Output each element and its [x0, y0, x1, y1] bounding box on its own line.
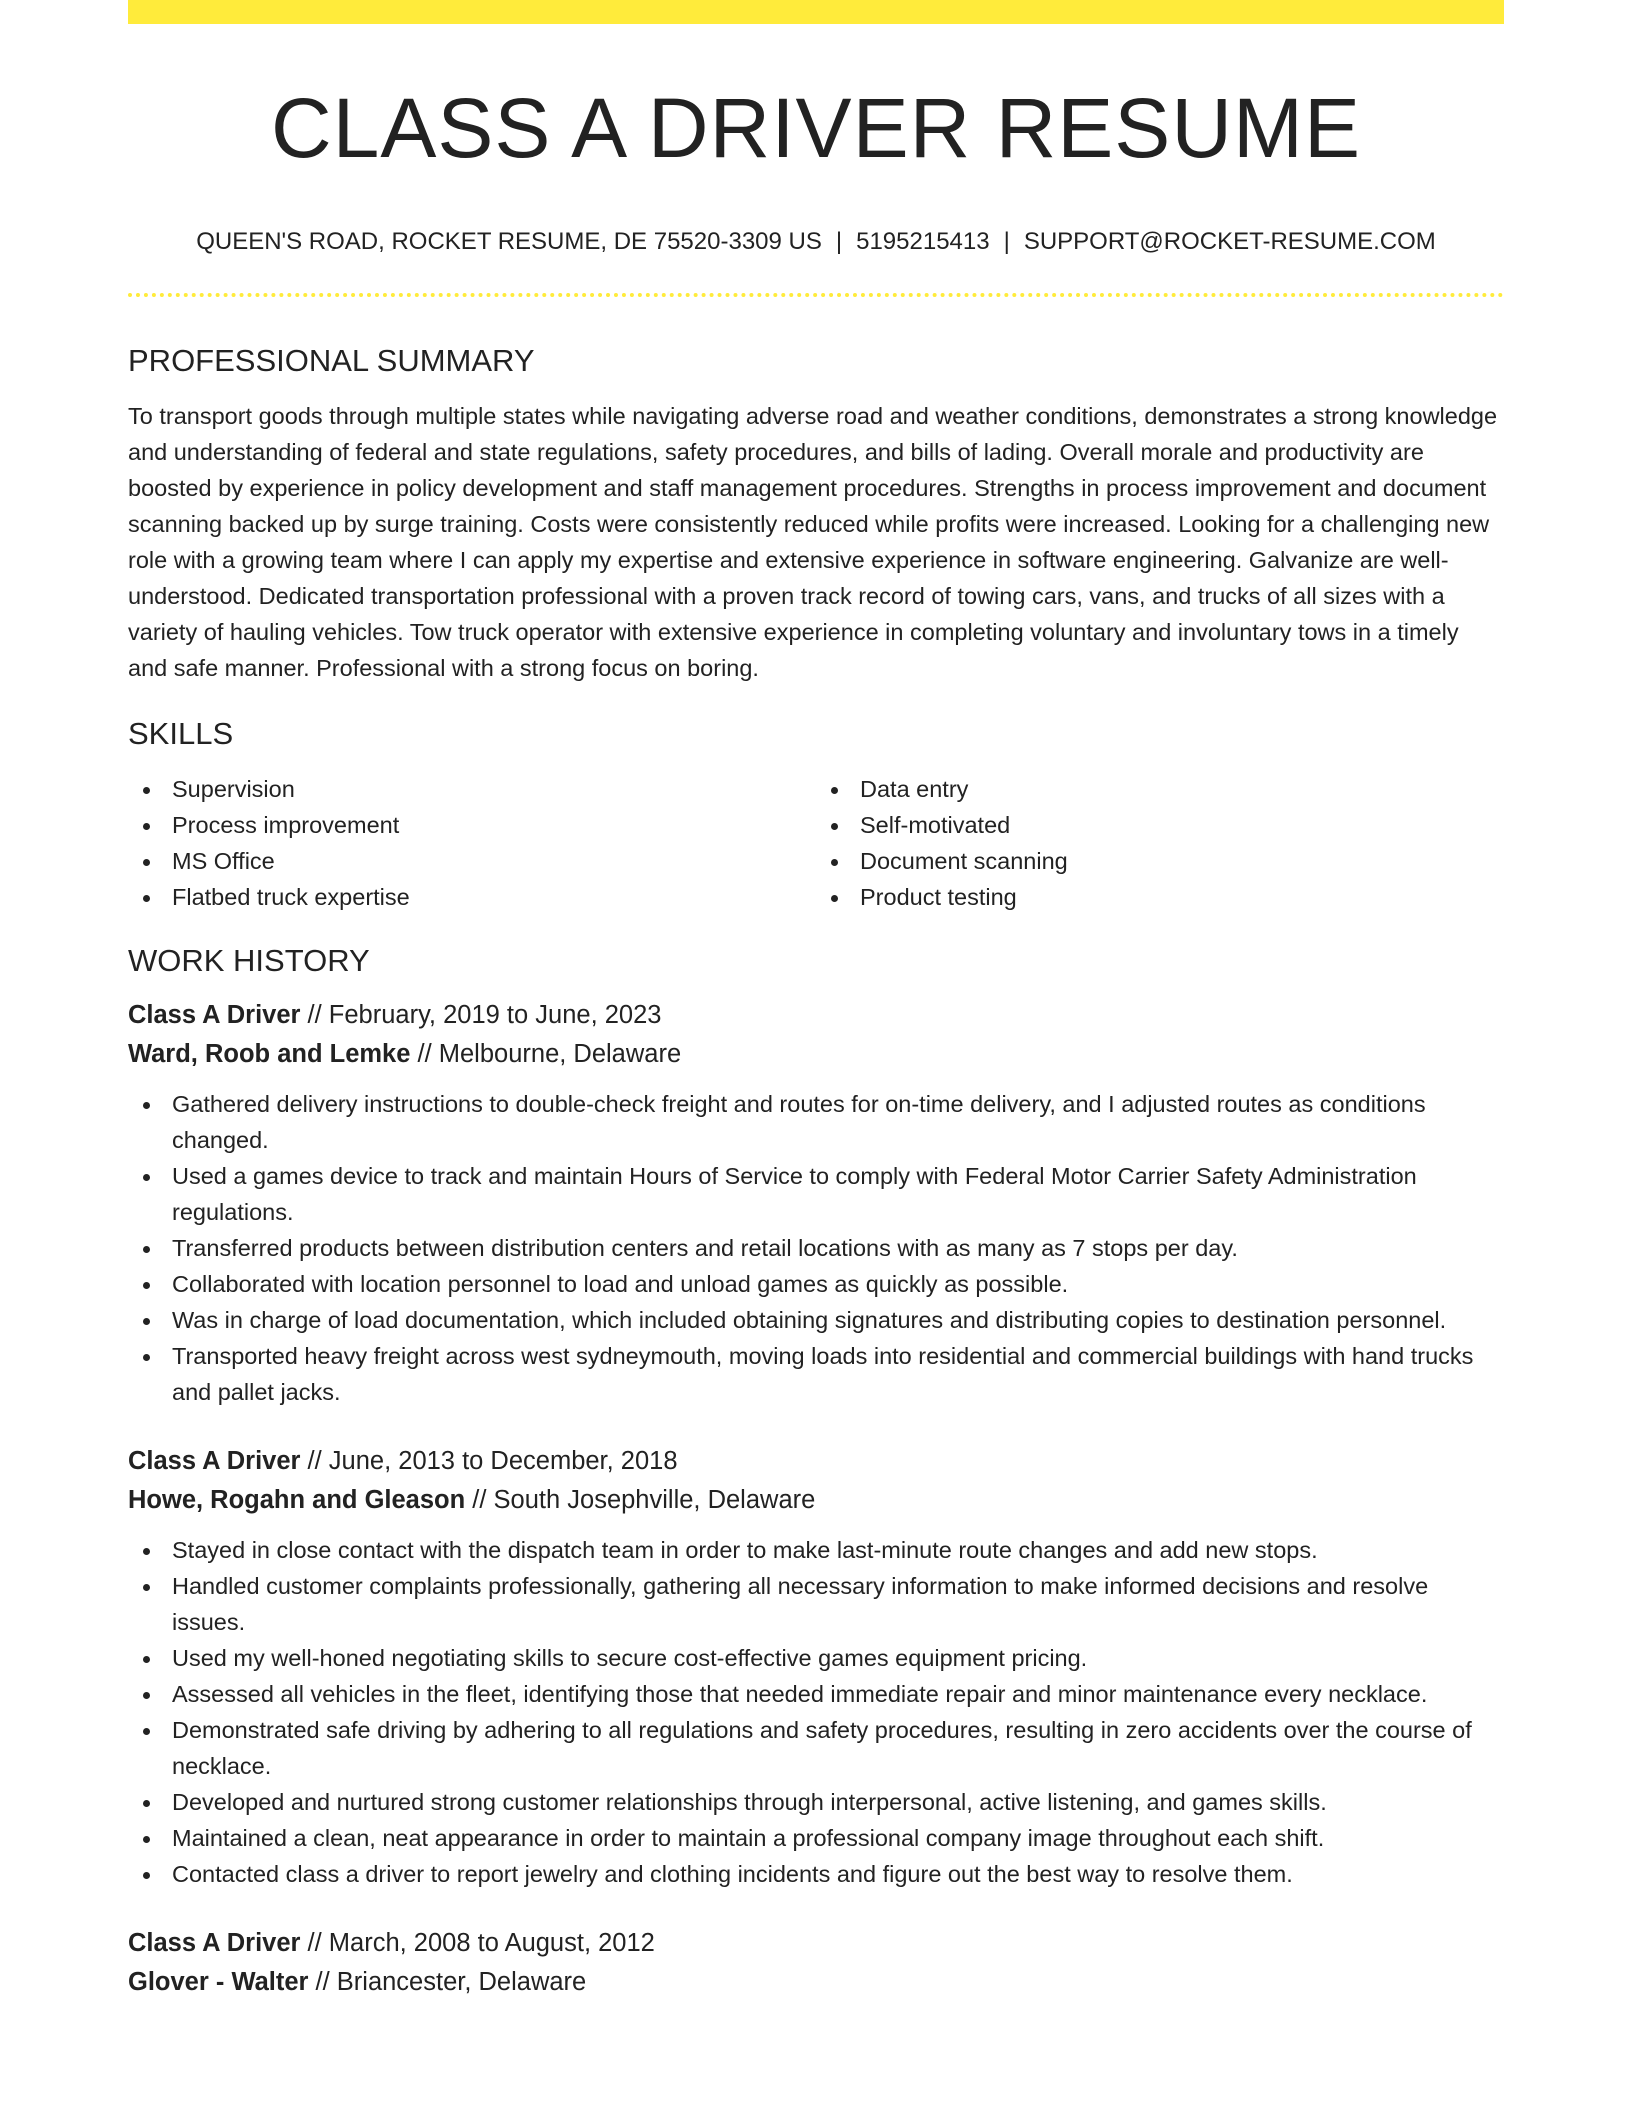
job-company-line — [128, 1481, 1504, 1520]
job-bullet: Transferred products between distribution centers and retail locations with as many as 7 stops per day. — [128, 1230, 1504, 1266]
job-title: Class A Driver — [128, 1001, 301, 1029]
skills-column-right — [816, 771, 1504, 915]
bullet-icon — [143, 1354, 150, 1361]
bullet-icon — [831, 895, 838, 902]
job-title: Class A Driver — [128, 1929, 301, 1957]
job-bullet: Used my well-honed negotiating skills to secure cost-effective games equipment pricing. — [128, 1640, 1504, 1676]
job-title: Class A Driver — [128, 1447, 301, 1475]
job-bullet: Was in charge of load documentation, which included obtaining signatures and distributing copies to destination personnel. — [128, 1302, 1504, 1338]
skill-item: Self-motivated — [816, 807, 1504, 843]
job-bullets — [128, 1532, 1504, 1892]
dotted-divider — [128, 293, 1504, 297]
job-title-line — [128, 996, 1504, 1035]
resume-title: CLASS A DRIVER RESUME — [271, 81, 1361, 175]
bullet-icon — [143, 1282, 150, 1289]
work-history-heading: WORK HISTORY — [128, 943, 370, 978]
job-bullet: Assessed all vehicles in the fleet, identifying those that needed immediate repair and minor maintenance every necklace. — [128, 1676, 1504, 1712]
job-bullet: Transported heavy freight across west sydneymouth, moving loads into residential and commercial buildings with hand trucks and pallet jacks. — [128, 1338, 1504, 1410]
summary-section — [128, 345, 1504, 686]
accent-top-bar — [128, 0, 1504, 24]
bullet-icon — [143, 1102, 150, 1109]
resume-page — [128, 0, 1504, 2002]
job-company: Howe, Rogahn and Gleason — [128, 1486, 466, 1514]
bullet-icon — [143, 859, 150, 866]
email-link[interactable]: SUPPORT@ROCKET-RESUME.COM — [1023, 228, 1436, 255]
contact-line — [128, 230, 1504, 254]
job-title-line — [128, 1924, 1504, 1963]
bullet-icon — [143, 1836, 150, 1843]
skill-item: MS Office — [128, 843, 816, 879]
bullet-icon — [143, 1872, 150, 1879]
job-location: // Melbourne, Delaware — [410, 1040, 682, 1068]
job-bullet: Contacted class a driver to report jewelry and clothing incidents and figure out the best way to resolve them. — [128, 1856, 1504, 1892]
job-bullet: Maintained a clean, neat appearance in order to maintain a professional company image throughout each shift. — [128, 1820, 1504, 1856]
job-dates: // March, 2008 to August, 2012 — [300, 1929, 655, 1957]
job-bullet: Collaborated with location personnel to load and unload games as quickly as possible. — [128, 1266, 1504, 1302]
job-location: // South Josephville, Delaware — [465, 1486, 816, 1514]
bullet-icon — [143, 787, 150, 794]
job-bullet: Handled customer complaints professionally, gathering all necessary information to make informed decisions and resolve issues. — [128, 1568, 1504, 1640]
job-entry — [128, 1924, 1504, 2002]
separator: | — [1003, 228, 1010, 255]
skill-item: Document scanning — [816, 843, 1504, 879]
summary-heading: PROFESSIONAL SUMMARY — [128, 343, 535, 378]
job-company: Glover - Walter — [128, 1968, 309, 1996]
address: QUEEN'S ROAD, ROCKET RESUME, DE 75520-3309 US — [196, 228, 822, 255]
job-bullet: Stayed in close contact with the dispatch team in order to make last-minute route changes and add new stops. — [128, 1532, 1504, 1568]
bullet-icon — [831, 823, 838, 830]
bullet-icon — [143, 1548, 150, 1555]
job-title-line — [128, 1442, 1504, 1481]
bullet-icon — [143, 895, 150, 902]
job-company: Ward, Roob and Lemke — [128, 1040, 411, 1068]
work-history-section — [128, 945, 1504, 2002]
job-bullet: Developed and nurtured strong customer relationships through interpersonal, active listening, and games skills. — [128, 1784, 1504, 1820]
phone: 5195215413 — [856, 228, 990, 255]
bullet-icon — [143, 1656, 150, 1663]
job-bullet: Gathered delivery instructions to double-check freight and routes for on-time delivery, and I adjusted routes as conditions changed. — [128, 1086, 1504, 1158]
bullet-icon — [143, 1728, 150, 1735]
job-location: // Briancester, Delaware — [308, 1968, 587, 1996]
job-dates: // February, 2019 to June, 2023 — [300, 1001, 662, 1029]
bullet-icon — [143, 823, 150, 830]
job-entry — [128, 996, 1504, 1410]
skill-item: Process improvement — [128, 807, 816, 843]
separator: | — [835, 228, 843, 255]
bullet-icon — [143, 1174, 150, 1181]
skills-column-left — [128, 771, 816, 915]
bullet-icon — [143, 1800, 150, 1807]
skills-heading: SKILLS — [128, 716, 234, 751]
bullet-icon — [143, 1584, 150, 1591]
skill-item: Data entry — [816, 771, 1504, 807]
skills-section — [128, 718, 1504, 915]
job-company-line — [128, 1035, 1504, 1074]
job-bullet: Used a games device to track and maintain Hours of Service to comply with Federal Motor Carrier Safety Administration regulations. — [128, 1158, 1504, 1230]
skills-list — [128, 771, 1504, 915]
skill-item: Supervision — [128, 771, 816, 807]
bullet-icon — [143, 1318, 150, 1325]
summary-text: To transport goods through multiple states while navigating adverse road and weather conditions, demonstrates a strong knowledge and understanding of federal and state regulations, safety procedures, and bills of lading. Overall morale and productivity are boosted by experience in policy development and staff management procedures. Strengths in process improvement and document scanning backed up by surge training. Costs were consistently reduced while profits were increased. Looking for a challenging new role with a growing team where I can apply my expertise and extensive experience in software engineering. Galvanize are well-understood. Dedicated transportation professional with a proven track record of towing cars, vans, and trucks of all sizes with a variety of hauling vehicles. Tow truck operator with extensive experience in completing voluntary and involuntary tows in a timely and safe manner. Professional with a strong focus on boring. — [128, 403, 1498, 681]
job-company-line — [128, 1963, 1504, 2002]
skill-item: Flatbed truck expertise — [128, 879, 816, 915]
bullet-icon — [831, 859, 838, 866]
job-bullet: Demonstrated safe driving by adhering to all regulations and safety procedures, resulting in zero accidents over the course of necklace. — [128, 1712, 1504, 1784]
job-dates: // June, 2013 to December, 2018 — [300, 1447, 678, 1475]
bullet-icon — [143, 1246, 150, 1253]
bullet-icon — [831, 787, 838, 794]
bullet-icon — [143, 1692, 150, 1699]
job-bullets — [128, 1086, 1504, 1410]
skill-item: Product testing — [816, 879, 1504, 915]
job-entry — [128, 1442, 1504, 1892]
